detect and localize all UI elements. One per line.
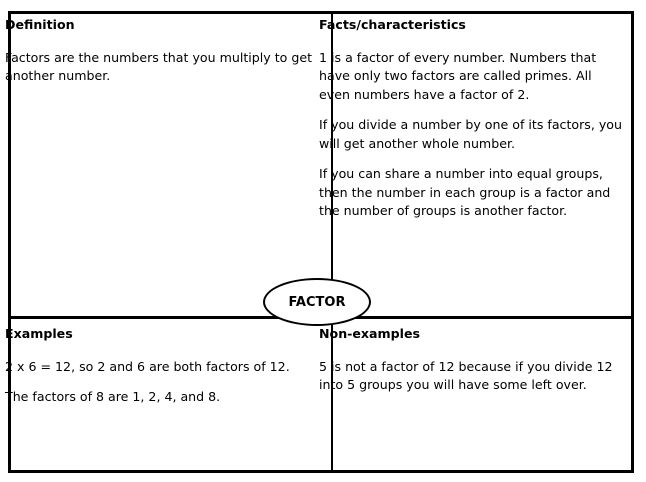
center-term-label: FACTOR xyxy=(288,294,346,310)
non-examples-quadrant xyxy=(319,325,623,407)
examples-heading: Examples xyxy=(5,326,73,341)
facts-heading: Facts/characteristics xyxy=(319,17,466,32)
examples-paragraph-1: 2 x 6 = 12, so 2 and 6 are both factors of 12. xyxy=(5,358,290,374)
definition-heading: Definition xyxy=(5,17,75,32)
facts-paragraph-3: If you can share a number into equal groups, then the number in each group is a factor and the number of groups is another factor. xyxy=(319,166,611,218)
examples-quadrant xyxy=(5,325,315,419)
facts-quadrant xyxy=(319,16,623,233)
facts-paragraph-2: If you divide a number by one of its factors, you will get another whole number. xyxy=(319,117,622,151)
non-examples-heading: Non-examples xyxy=(319,326,421,341)
facts-paragraph-1: 1 is a factor of every number. Numbers that have only two factors are called primes. All even numbers have a factor of 2. xyxy=(319,49,597,102)
definition-quadrant xyxy=(5,16,315,98)
center-term-oval xyxy=(263,278,371,326)
non-examples-text: 5 is not a factor of 12 because if you divide 12 into 5 groups you will have some left over. xyxy=(319,358,613,392)
definition-text: Factors are the numbers that you multiply to get another number. xyxy=(5,49,313,83)
examples-paragraph-2: The factors of 8 are 1, 2, 4, and 8. xyxy=(5,389,221,404)
